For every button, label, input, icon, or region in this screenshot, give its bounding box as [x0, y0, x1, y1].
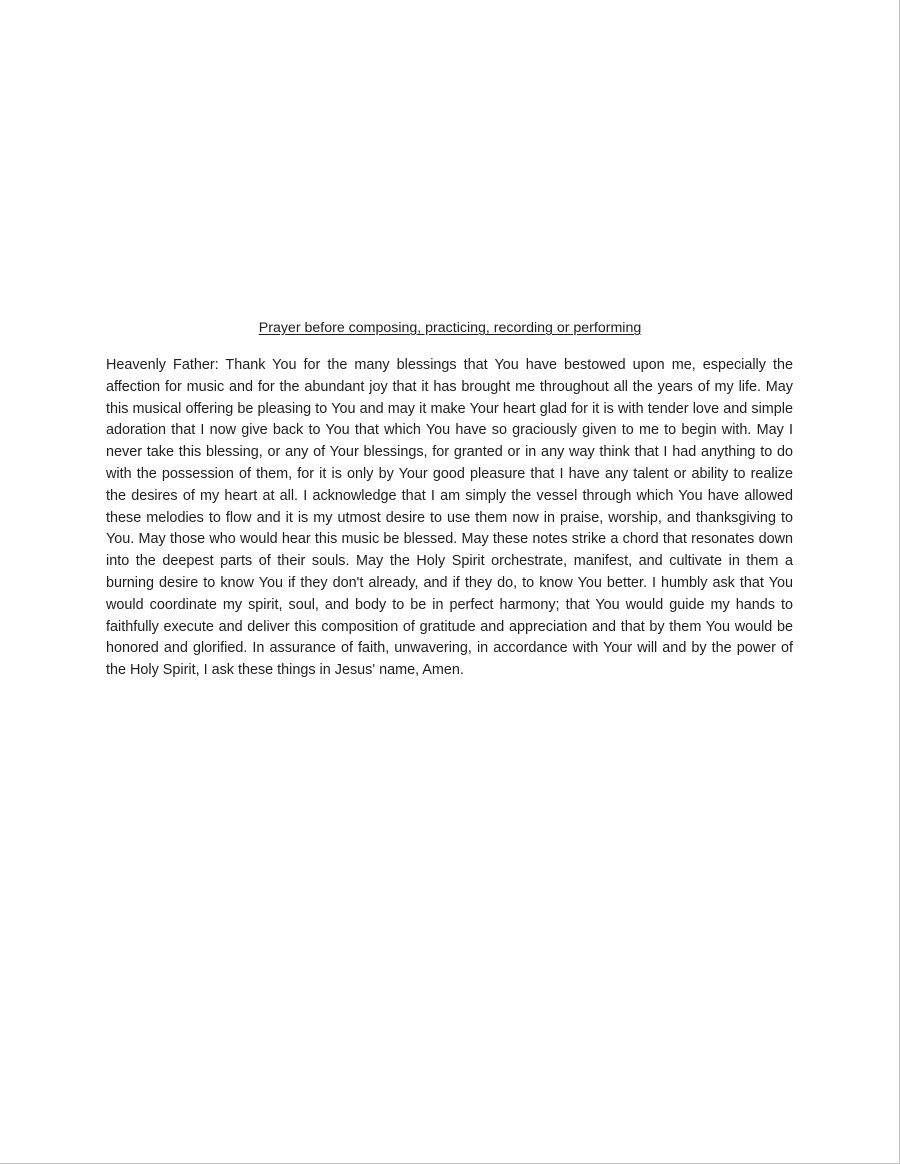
prayer-body-text: Heavenly Father: Thank You for the many blessings that You have bestowed upon me, especially the affection for music and for the abundant joy that it has brought me throughout all the years of my life. May this musical offering be pleasing to You and may it make Your heart glad for it is with tender love and simple adoration that I now give back to You that which You have so graciously given to me to begin with. May I never take this blessing, or any of Your blessings, for granted or in any way think that I had anything to do with the possession of them, for it is only by Your good pleasure that I have any talent or ability to realize the desires of my heart at all. I acknowledge that I am simply the vessel through which You have allowed these melodies to flow and it is my utmost desire to use them now in praise, worship, and thanksgiving to You. May those who would hear this music be blessed. May these notes strike a chord that resonates down into the deepest parts of their souls. May the Holy Spirit orchestrate, manifest, and cultivate in them a burning desire to know You if they don't already, and if they do, to know You better. I humbly ask that You would coordinate my spirit, soul, and body to be in perfect harmony; that You would guide my hands to faithfully execute and deliver this composition of gratitude and appreciation and that by them You would be honored and glorified. In assurance of faith, unwavering, in accordance with Your will and by the power of the Holy Spirit, I ask these things in Jesus' name, Amen. — [106, 357, 793, 679]
document-title: Prayer before composing, practicing, recording or performing — [258, 320, 642, 336]
